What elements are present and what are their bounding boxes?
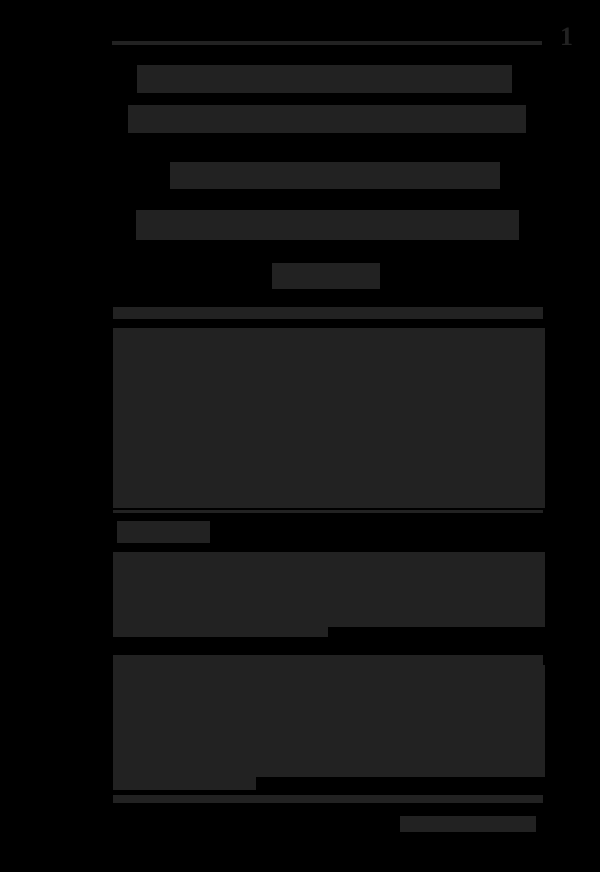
paragraph [113,665,545,777]
paragraph-last-line [113,775,256,790]
title-line [137,65,512,93]
title-line [128,105,526,133]
paragraph-last-line [113,625,328,637]
horizontal-rule [113,307,543,319]
footer-text [400,816,536,832]
section-label [117,521,210,543]
horizontal-rule [113,795,543,803]
paragraph [113,552,545,627]
horizontal-rule [113,655,543,665]
header-rule [112,41,542,45]
page-number: 1 [560,22,573,51]
horizontal-rule [113,510,543,513]
author-line [272,263,380,289]
title-line [170,162,500,189]
title-line [136,210,519,240]
abstract-text [113,328,545,508]
